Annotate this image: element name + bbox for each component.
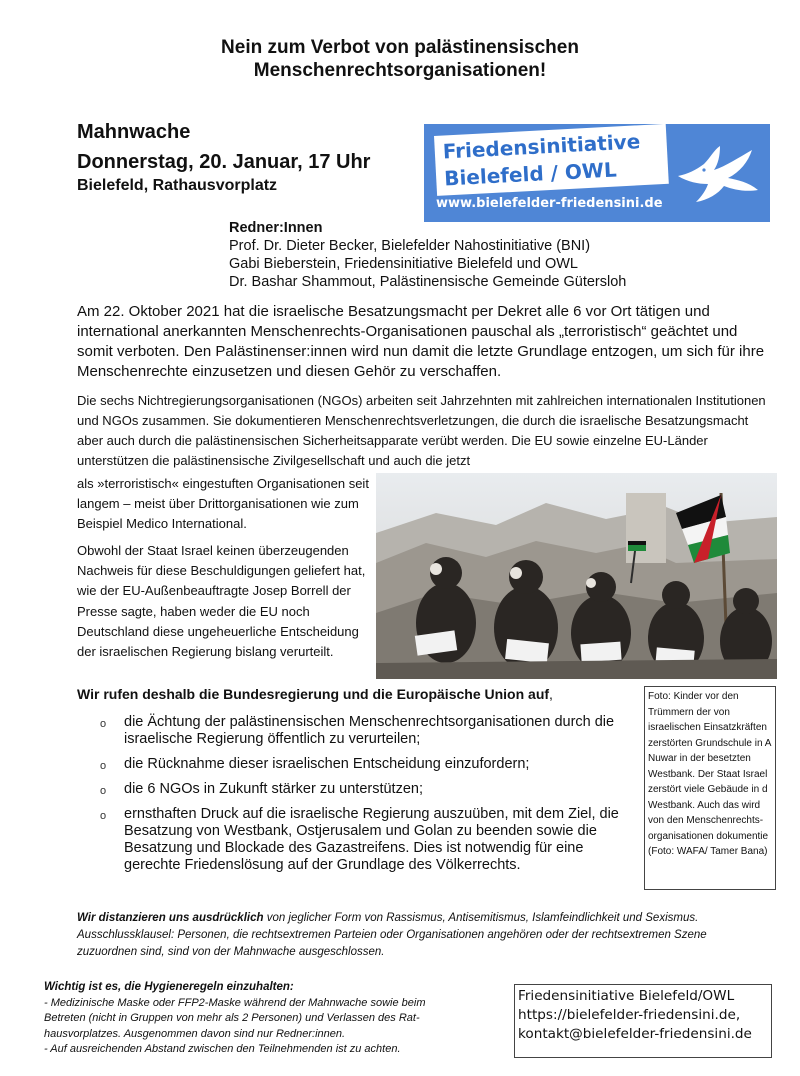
evidence-paragraph: Obwohl der Staat Israel keinen überzeugenden Nachweis für diese Beschuldigungen geliefert hat, wie der EU-Außenbeauftragte Josep Borrell der Presse sagte, haben weder die EU noch Deutschland diese ungeheuerliche Entscheidung der israelischen Regierung bislang verurteilt. — [77, 543, 366, 660]
caption-line: organisationen dokumentie — [648, 830, 769, 842]
call-heading — [77, 686, 553, 702]
list-item — [98, 781, 628, 798]
event-place: Bielefeld, Rathausvorplatz — [77, 177, 278, 194]
bullet-icon: o — [100, 760, 107, 772]
demands-list — [98, 714, 628, 882]
caption-line: Trümmern der von — [648, 706, 730, 718]
hygiene-line: hausvorplatzes. Ausgenommen davon sind nur Redner:innen. — [44, 1027, 346, 1040]
list-item — [98, 714, 628, 748]
speaker-item: Dr. Bashar Shammout, Palästinensische Gemeinde Gütersloh — [229, 274, 627, 290]
title-line-1: Nein zum Verbot von palästinensischen — [221, 37, 579, 58]
hygiene-line: - Medizinische Maske oder FFP2-Maske während der Mahnwache sowie beim — [44, 996, 426, 1009]
contact-line: https://bielefelder-friedensini.de, — [518, 1007, 741, 1023]
organisation-logo — [424, 124, 770, 222]
list-item — [98, 806, 628, 874]
ngo-paragraph: Die sechs Nichtregierungsorganisationen (NGOs) arbeiten seit Jahrzehnten mit zahlreichen internationalen Institutionen und NGOs zusammen. Sie dokumentieren Menschenrechtsverletzungen, die durch die israelische Besatzungsmacht aber auch durch die palästinensischen Sicherheitsapparate verübt werden. Die EU sowie einzelne EU-Länder unterstützen die palästinensische Zivilgesellschaft und auch die jetzt — [77, 393, 766, 468]
contact-line: Friedensinitiative Bielefeld/OWL — [518, 988, 735, 1004]
caption-line: (Foto: WAFA/ Tamer Bana) — [648, 846, 768, 857]
dove-icon — [674, 144, 762, 206]
speaker-item: Prof. Dr. Dieter Becker, Bielefelder Nahostinitiative (BNI) — [229, 238, 591, 254]
speaker-item: Gabi Bieberstein, Friedensinitiative Bielefeld und OWL — [229, 256, 578, 272]
call-heading-comma: , — [549, 686, 553, 702]
logo-line-1: Friedensinitiative — [442, 129, 641, 164]
contact-box — [514, 984, 772, 1058]
logo-url: www.bielefelder-friedensini.de — [436, 196, 663, 211]
caption-line: Westbank. Der Staat Israel — [648, 768, 768, 780]
demand-text: die 6 NGOs in Zukunft stärker zu unterstützen; — [124, 781, 423, 797]
contact-line: kontakt@bielefelder-friedensini.de — [518, 1026, 752, 1042]
intro-paragraph: Am 22. Oktober 2021 hat die israelische Besatzungsmacht per Dekret alle 6 vor Ort tätigen und international anerkannten Menschenrechts-Organisationen pauschal als „terroristisch“ geächtet und somit verboten. Den Palästinenser:innen wird nun damit die letzte Grundlage entzogen, um sich für ihre Menschenrechte einzusetzen und diesen Gehör zu verschaffen. — [77, 303, 765, 380]
photo-caption — [644, 686, 776, 890]
hygiene-heading: Wichtig ist es, die Hygieneregeln einzuhalten: — [44, 981, 294, 993]
distance-text: von jeglicher Form von Rassismus, Antisemitismus, Islamfeindlichkeit und Sexismus. Ausschlussklausel: Personen, die rechtsextremen Parteien oder Organisationen angehören oder der rechtsextremen Szene zuzuordnen sind, sind von der Mahnwache ausgeschlossen. — [77, 912, 707, 958]
logo-line-2: Bielefeld / OWL — [443, 157, 618, 191]
distance-statement — [77, 910, 767, 961]
caption-line: Foto: Kinder vor den — [648, 691, 739, 702]
speakers-block — [229, 219, 626, 291]
event-label: Mahnwache — [77, 121, 191, 143]
logo-panel — [434, 124, 669, 196]
photo-illustration — [376, 473, 777, 679]
bullet-icon: o — [100, 785, 107, 797]
caption-line: Westbank. Auch das wird — [648, 799, 761, 811]
event-date: Donnerstag, 20. Januar, 17 Uhr — [77, 151, 371, 173]
speakers-heading: Redner:Innen — [229, 220, 323, 236]
caption-line: von den Menschenrechts- — [648, 815, 764, 826]
children-photo — [376, 473, 777, 679]
demand-text: die Ächtung der palästinensischen Menschenrechtsorganisationen durch die israelische Regierung öffentlich zu verurteilen; — [124, 714, 615, 747]
hygiene-line: - Auf ausreichenden Abstand zwischen den Teilnehmenden ist zu achten. — [44, 1043, 401, 1055]
demand-text: die Rücknahme dieser israelischen Entscheidung einzufordern; — [124, 756, 530, 772]
demand-text: ernsthaften Druck auf die israelische Regierung auszuüben, mit dem Ziel, die Besatzung von Westbank, Ostjerusalem und Golan zu beenden sowie die Besatzung und Blockade des Gazastreifens. Dies ist notwendig für eine gerechte Friedenslösung auf der Grundlage des Völkerrechts. — [124, 806, 619, 873]
distance-bold: Wir distanzieren uns ausdrücklich — [77, 912, 264, 924]
title-line-2: Menschenrechtsorganisationen! — [253, 60, 547, 81]
hygiene-line: Betreten (nicht in Gruppen von mehr als 2 Personen) und Verlassen des Rat- — [44, 1012, 420, 1024]
list-item — [98, 756, 628, 773]
support-paragraph: als »terroristisch« eingestuften Organisationen seit langem – meist über Drittorganisationen wie zum Beispiel Medico International. — [77, 476, 369, 531]
bullet-icon: o — [100, 718, 107, 730]
call-heading-text: Wir rufen deshalb die Bundesregierung und die Europäische Union auf — [77, 686, 550, 702]
caption-line: zerstört viele Gebäude in d — [648, 784, 768, 795]
caption-line: israelischen Einsatzkräften — [648, 722, 767, 733]
hygiene-rules — [44, 980, 506, 1058]
page-title — [0, 36, 800, 82]
bullet-icon: o — [100, 810, 107, 822]
caption-line: Nuwar in der besetzten — [648, 753, 751, 764]
caption-line: zerstörten Grundschule in A — [648, 737, 772, 749]
